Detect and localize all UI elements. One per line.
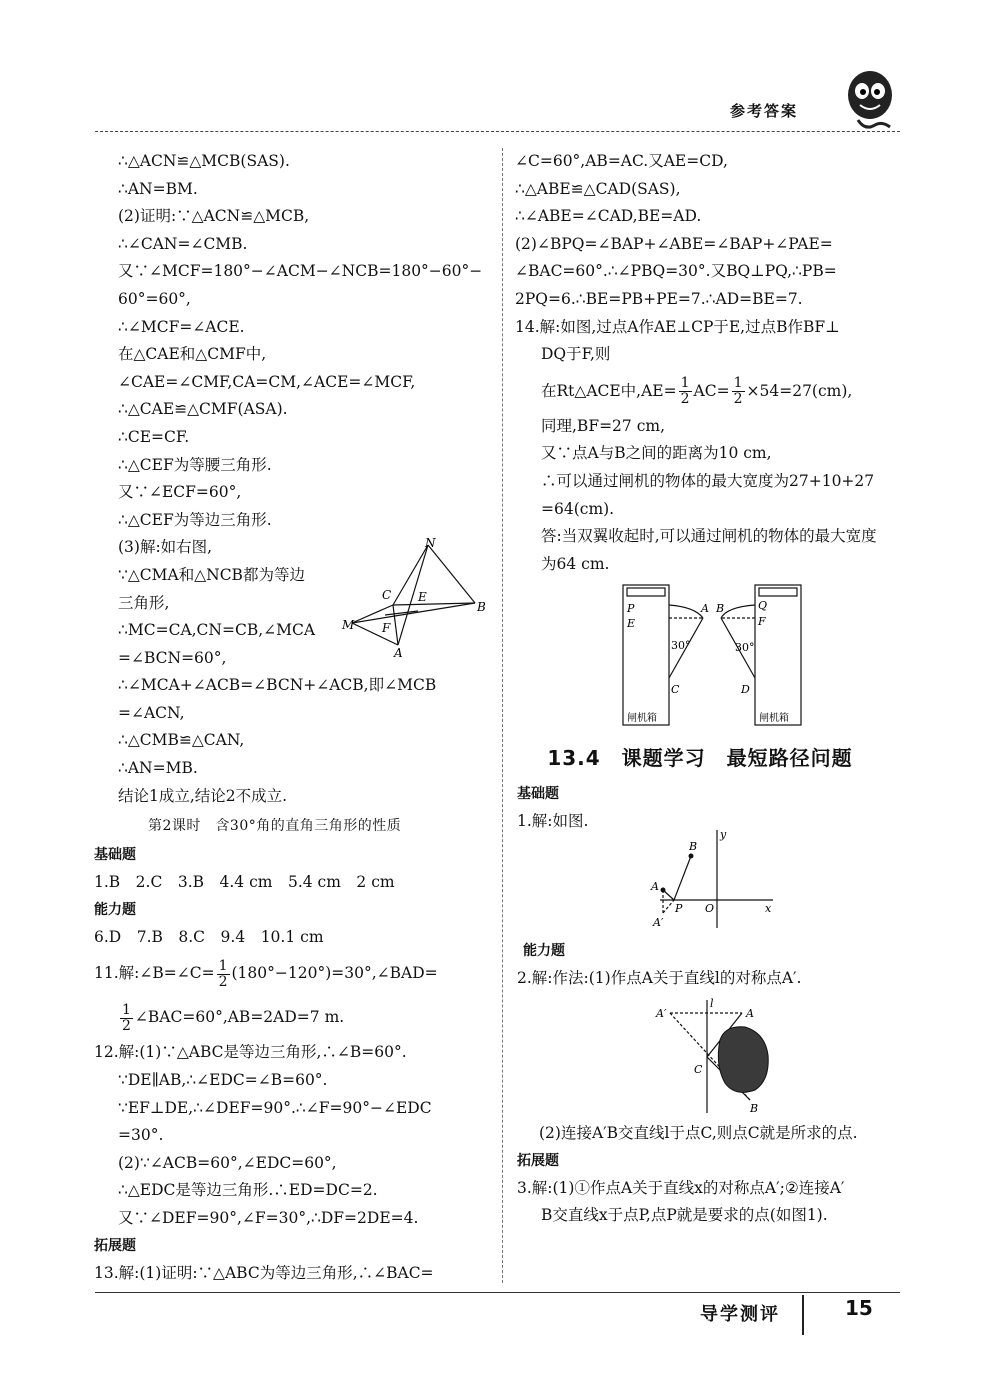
right-line-6: 14.解:如图,过点A作AE⊥CP于E,过点B作BF⊥ [515,317,840,336]
label-a-prime: A′ [656,1007,667,1020]
right-line-b-5: 为64 cm. [541,554,610,573]
right-line-1: ∴△ABE≌△CAD(SAS), [515,179,681,198]
left-line-0: ∴△ACN≌△MCB(SAS). [118,152,290,170]
left-line-10: ∴CE=CF. [118,427,190,446]
right-column [515,148,915,578]
left-line-6: ∴∠MCF=∠ACE. [118,317,245,336]
footer-title: 导学测评 [700,1304,780,1325]
left-line-5: 60°=60°, [118,289,191,308]
section-title: 13.4 课题学习 最短路径问题 [547,746,853,770]
left-line-19: ∴∠MCA+∠ACB=∠BCN+∠ACB,即∠MCB [118,676,437,695]
basic-answers: 1.B 2.C 3.B 4.4 cm 5.4 cm 2 cm [94,873,395,892]
left-line-14: (3)解:如右图, [118,538,213,557]
mascot-logo [840,65,900,139]
left-line-8: ∠CAE=∠CMF,CA=CM,∠ACE=∠MCF, [118,372,416,391]
left-line-b-5: ∴△EDC是等边三角形.∴ED=DC=2. [118,1181,378,1200]
label-d: D [741,683,750,696]
left-line-b-0: 12.解:(1)∵△ABC是等边三角形,∴∠B=60°. [94,1043,407,1062]
q3-line-1: B交直线x于点P,点P就是要求的点(如图1). [541,1206,828,1225]
left-line-b-1: ∵DE∥AB,∴∠EDC=∠B=60°. [118,1071,328,1090]
label-f: F [758,615,766,628]
label-q: Q [758,599,768,612]
axes-figure [645,828,780,933]
section-13-4 [515,735,915,836]
gate-box-left: 闸机箱 [627,713,657,724]
q2-text: 2.解:作法:(1)作点A关于直线l的对称点A′. [517,969,802,987]
q2b-text: (2)连接A′B交直线l于点C,则点C就是所求的点. [539,1124,858,1142]
label-l: l [710,997,714,1010]
page-number: 15 [845,1296,873,1320]
ability-label-right: 能力题 [523,943,565,959]
left-line-17: ∴MC=CA,CN=CB,∠MCA [118,621,316,640]
fraction: $\frac{1}{2}$ [733,375,743,408]
q13-start: 13.解:(1)证明:∵△ABC为等边三角形,∴∠BAC= [94,1263,434,1282]
ability-block [515,938,915,993]
left-column [94,148,488,1287]
left-line-22: ∴AN=MB. [118,759,198,778]
label-f: F [382,621,391,635]
basic-label: 基础题 [94,847,136,864]
label-a-prime: A′ [653,916,664,929]
fraction: $\frac{1}{2}$ [218,957,228,990]
left-line-11: ∴△CEF为等腰三角形. [118,455,272,474]
triangle-figure [340,535,490,660]
right-line-5: 2PQ=6.∴BE=PB+PE=7.∴AD=BE=7. [515,289,803,308]
label-a: A [701,602,709,615]
q3-line-0: 3.解:(1)①作点A关于直线x的对称点A′;②连接A′ [517,1178,845,1197]
left-line-15: ∵△CMA和△NCB都为等边 [118,565,305,584]
left-line-7: 在△CAE和△CMF中, [118,345,267,364]
fraction: $\frac{1}{2}$ [122,1001,131,1034]
left-line-b-4: (2)∵∠ACB=60°,∠EDC=60°, [118,1153,337,1172]
right-line-b-3: =64(cm). [541,499,615,518]
header-title: 参考答案 [730,102,799,120]
column-divider [502,148,503,1283]
label-c: C [671,683,680,696]
left-line-20: =∠ACN, [118,703,185,722]
right-line-b-0: 同理,BF=27 cm, [541,416,666,435]
ability-answers: 6.D 7.B 8.C 9.4 10.1 cm [94,927,324,946]
label-x: x [765,902,772,915]
label-b: B [716,602,725,615]
label-b: B [477,600,486,614]
header-divider [95,131,900,132]
label-c: C [382,588,392,602]
fraction: $\frac{1}{2}$ [680,375,690,408]
label-a: A [746,1007,754,1020]
angle-label: 30° [671,639,691,652]
label-c: C [694,1063,703,1076]
right-line-7: DQ于F,则 [541,345,611,364]
label-p: P [675,902,683,915]
label-a: A [651,880,659,893]
right-line-b-2: ∴可以通过闸机的物体的最大宽度为27+10+27 [541,471,875,490]
label-o: O [705,902,715,915]
footer-separator [802,1295,804,1335]
label-p: P [627,602,635,615]
left-line-1: ∴AN=BM. [118,179,198,198]
footer-divider [95,1292,900,1293]
left-line-b-6: 又∵∠DEF=90°,∠F=30°,∴DF=2DE=4. [118,1209,419,1227]
label-m: M [342,618,355,632]
angle-label: 30° [735,641,755,654]
q11-line1: 11.解:∠B=∠C= $\frac{1}{2}$ (180°−120°)=30°,∠BAD= [94,957,438,990]
right-line-b-4: 答:当双翼收起时,可以通过闸机的物体的最大宽度 [541,527,877,546]
gate-box-right: 闸机箱 [759,713,789,724]
label-e: E [418,590,427,604]
label-a: A [394,646,403,660]
lesson-title: 第2课时 含30°角的直角三角形的性质 [148,818,402,835]
extend-label-right: 拓展题 [517,1152,559,1169]
right-line-3: (2)∠BPQ=∠BAP+∠ABE=∠BAP+∠PAE= [515,234,833,253]
label-y: y [720,828,727,841]
left-line-23: 结论1成立,结论2不成立. [118,786,288,805]
left-line-13: ∴△CEF为等边三角形. [118,510,272,529]
left-line-b-2: ∵EF⊥DE,∴∠DEF=90°.∴∠F=90°−∠EDC [118,1098,432,1117]
left-line-3: ∴∠CAN=∠CMB. [118,234,248,253]
q1-text: 1.解:如图. [517,812,589,830]
q11-line2: $\frac{1}{2}$ ∠BAC=60°,AB=2AD=7 m. [122,1001,345,1034]
right-line-0: ∠C=60°,AB=AC.又AE=CD, [515,152,728,170]
right-line-4: ∠BAC=60°.∴∠PBQ=30°.又BQ⊥PQ,∴PB= [515,262,837,281]
right-line-b-1: 又∵点A与B之间的距离为10 cm, [541,444,772,463]
left-line-9: ∴△CAE≌△CMF(ASA). [118,400,288,419]
left-line-4: 又∵∠MCF=180°−∠ACM−∠NCB=180°−60°− [118,262,483,281]
right-line-2: ∴∠ABE=∠CAD,BE=AD. [515,207,702,226]
left-line-2: (2)证明:∵△ACN≌△MCB, [118,207,310,226]
extend-label: 拓展题 [94,1237,136,1254]
left-line-18: =∠BCN=60°, [118,648,227,667]
label-n: N [425,536,436,550]
lake-figure [650,995,780,1115]
left-line-12: 又∵∠ECF=60°, [118,483,242,502]
label-b: B [689,840,698,853]
ability-label: 能力题 [94,901,136,918]
q14-rt-line: 在Rt△ACE中,AE= $\frac{1}{2}$ AC= $\frac{1}{2}$ ×54=27(cm), [541,375,853,408]
q2-q3-block [515,1120,915,1230]
basic-label-right: 基础题 [517,786,559,802]
left-line-b-3: =30°. [118,1126,164,1145]
left-line-21: ∴△CMB≌△CAN, [118,731,245,750]
label-b: B [750,1102,759,1115]
gate-figure [615,583,810,728]
label-e: E [627,617,636,630]
left-line-16: 三角形, [118,593,170,612]
